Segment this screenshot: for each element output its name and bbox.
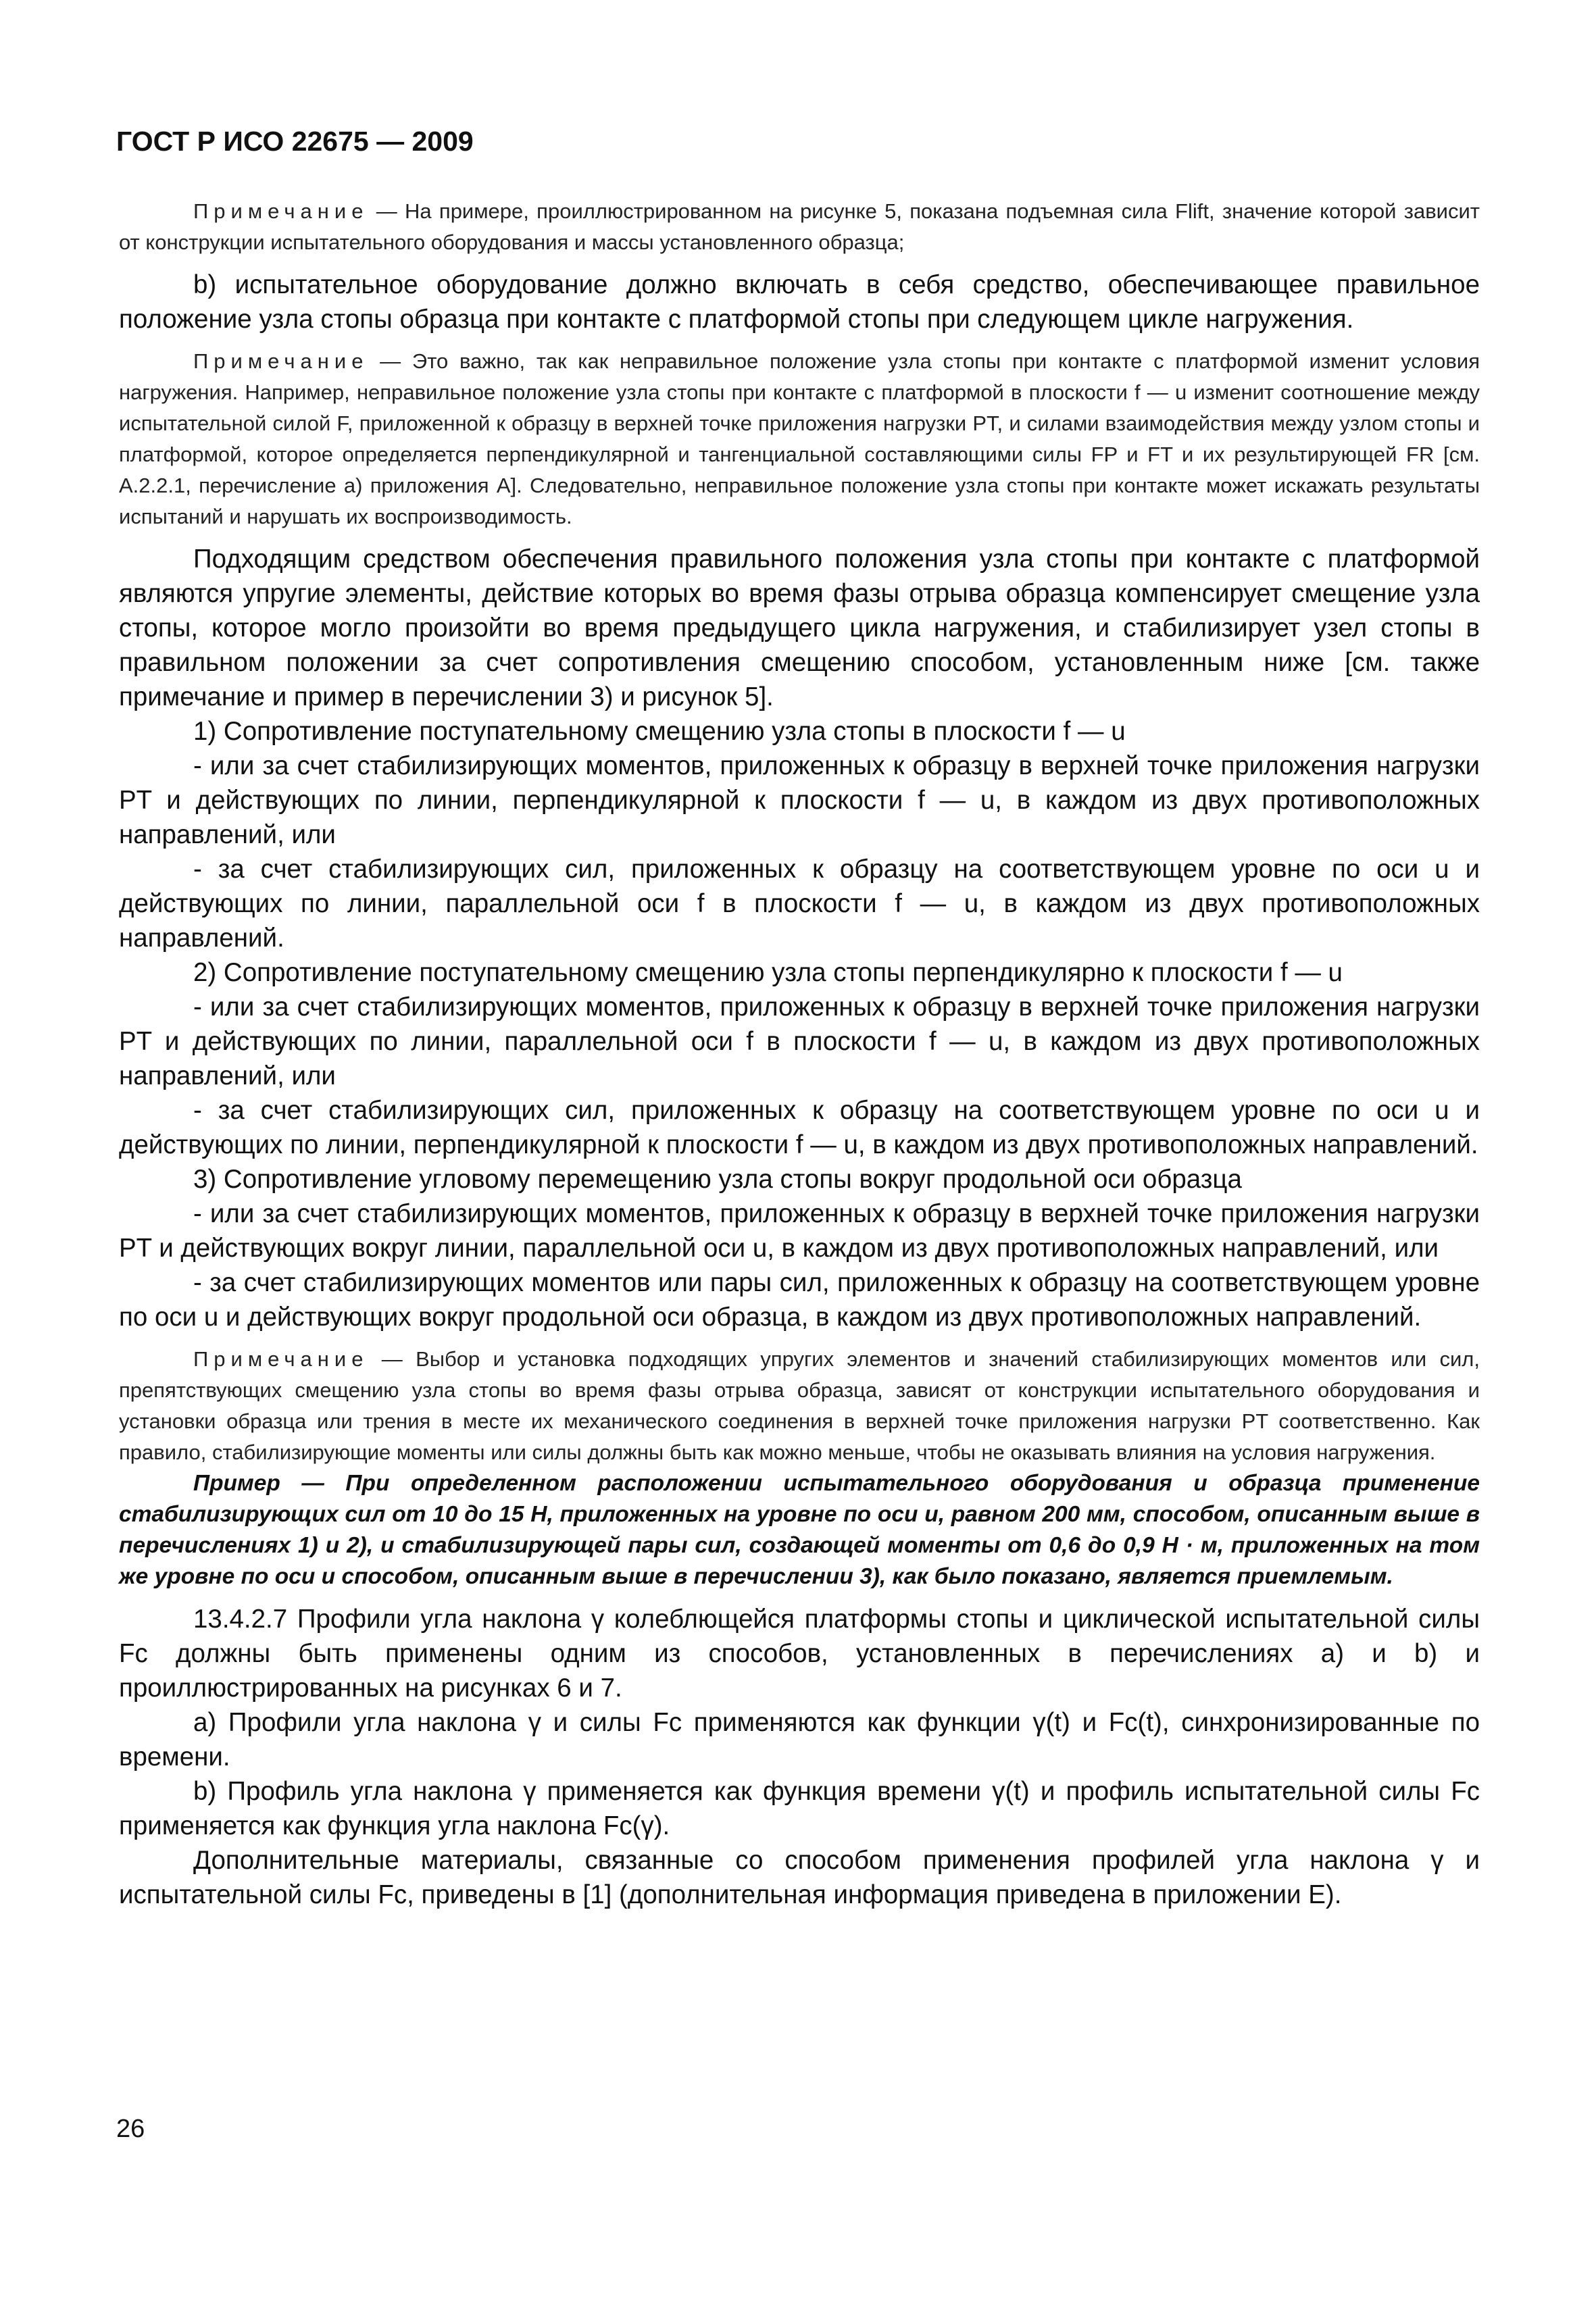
note-lead: Примечание [193,349,369,373]
page-content [119,196,1480,1912]
note-lead: Примечание [193,199,369,223]
list-item: - за счет стабилизирующих сил, приложенных к образцу на соответствующем уровне по оси u и действующих по линии, параллельной оси f в плоскости f — u, в каждом из двух противоположных направлений. [119,855,1480,953]
list-heading: 2) Сопротивление поступательному смещению узла стопы перпендикулярно к плоскости f — u [193,958,1343,987]
list-item: - или за счет стабилизирующих моментов, приложенных к образцу в верхней точке приложения нагрузки PT и действующих по линии, параллельной оси f в плоскости f — u, в каждом из двух противоположных направлений, или [119,992,1480,1090]
page-number: 26 [116,2115,145,2143]
note-text: — Это важно, так как неправильное положение узла стопы при контакте с платформой изменит условия нагружения. Например, неправильное положение узла стопы при контакте с платформой в плоскости f — u изменит соотношение между испытательной силой F, приложенной к образцу в верхней точке приложения нагрузки PT, и силами взаимодействия между узлом стопы и платформой, которое определяется перпендикулярной и тангенциальной составляющими силы FP и FT и их результирующей FR [см. А.2.2.1, перечисление а) приложения А]. Следовательно, неправильное положение узла стопы при контакте может искажать результаты испытаний и нарушать их воспроизводимость. [119,349,1480,528]
note-text: — Выбор и установка подходящих упругих элементов и значений стабилизирующих моментов или сил, препятствующих смещению узла стопы во время фазы отрыва образца, зависят от конструкции испытательного оборудования и установки образца или трения в месте их механического соединения в верхней точке приложения нагрузки PT соответственно. Как правило, стабилизирующие моменты или силы должны быть как можно меньше, чтобы не оказывать влияния на условия нагружения. [119,1347,1480,1464]
note-lead: Примечание [193,1347,369,1371]
list-item: - за счет стабилизирующих моментов или пары сил, приложенных к образцу на соответствующем уровне по оси u и действующих вокруг продольной оси образца, в каждом из двух противоположных направлений. [119,1268,1480,1332]
body-paragraph: b) испытательное оборудование должно включать в себя средство, обеспечивающее правильное положение узла стопы образца при контакте с платформой стопы при следующем цикле нагружения. [119,270,1480,334]
list-item: а) Профили угла наклона γ и силы Fc применяются как функции γ(t) и Fc(t), синхронизированные по времени. [119,1708,1480,1771]
list-item: - или за счет стабилизирующих моментов, приложенных к образцу в верхней точке приложения нагрузки PT и действующих по линии, перпендикулярной к плоскости f — u, в каждом из двух противоположных направлений, или [119,751,1480,849]
note-paragraph [119,196,1480,258]
note-text: — На примере, проиллюстрированном на рисунке 5, показана подъемная сила Flift, значение которой зависит от конструкции испытательного оборудования и массы установленного образца; [119,199,1480,254]
note-paragraph [119,346,1480,532]
body-paragraph: Дополнительные материалы, связанные со способом применения профилей угла наклона γ и испытательной силы Fc, приведены в [1] (дополнительная информация приведена в приложении Е). [119,1846,1480,1909]
list-heading: 1) Сопротивление поступательному смещению узла стопы в плоскости f — u [193,717,1126,746]
body-paragraph: Подходящим средством обеспечения правильного положения узла стопы при контакте с платформой являются упругие элементы, действие которых во время фазы отрыва образца компенсирует смещение узла стопы, которое могло произойти во время предыдущего цикла нагружения, и стабилизирует узел стопы в правильном положении за счет сопротивления смещению способом, установленным ниже [см. также примечание и пример в перечислении 3) и рисунок 5]. [119,545,1480,711]
list-item: - за счет стабилизирующих сил, приложенных к образцу на соответствующем уровне по оси u и действующих по линии, перпендикулярной к плоскости f — u, в каждом из двух противоположных направлений. [119,1096,1480,1159]
example-paragraph: Пример — При определенном расположении испытательного оборудования и образца применение стабилизирующих сил от 10 до 15 Н, приложенных на уровне по оси u, равном 200 мм, способом, описанным выше в перечислениях 1) и 2), и стабилизирующей пары сил, создающей моменты от 0,6 до 0,9 Н · м, приложенных на том же уровне по оси u способом, описанным выше в перечислении 3), как было показано, является приемлемым. [119,1471,1480,1589]
list-item: b) Профиль угла наклона γ применяется как функция времени γ(t) и профиль испытательной силы Fc применяется как функция угла наклона Fc(γ). [119,1777,1480,1840]
list-item: - или за счет стабилизирующих моментов, приложенных к образцу в верхней точке приложения нагрузки PT и действующих вокруг линии, параллельной оси u, в каждом из двух противоположных направлений, или [119,1199,1480,1263]
note-paragraph [119,1344,1480,1468]
body-paragraph: 13.4.2.7 Профили угла наклона γ колеблющейся платформы стопы и циклической испытательной силы Fc должны быть применены одним из способов, установленных в перечислениях а) и b) и проиллюстрированных на рисунках 6 и 7. [119,1605,1480,1703]
page-header: ГОСТ Р ИСО 22675 — 2009 [116,126,474,157]
list-heading: 3) Сопротивление угловому перемещению узла стопы вокруг продольной оси образца [193,1165,1242,1194]
